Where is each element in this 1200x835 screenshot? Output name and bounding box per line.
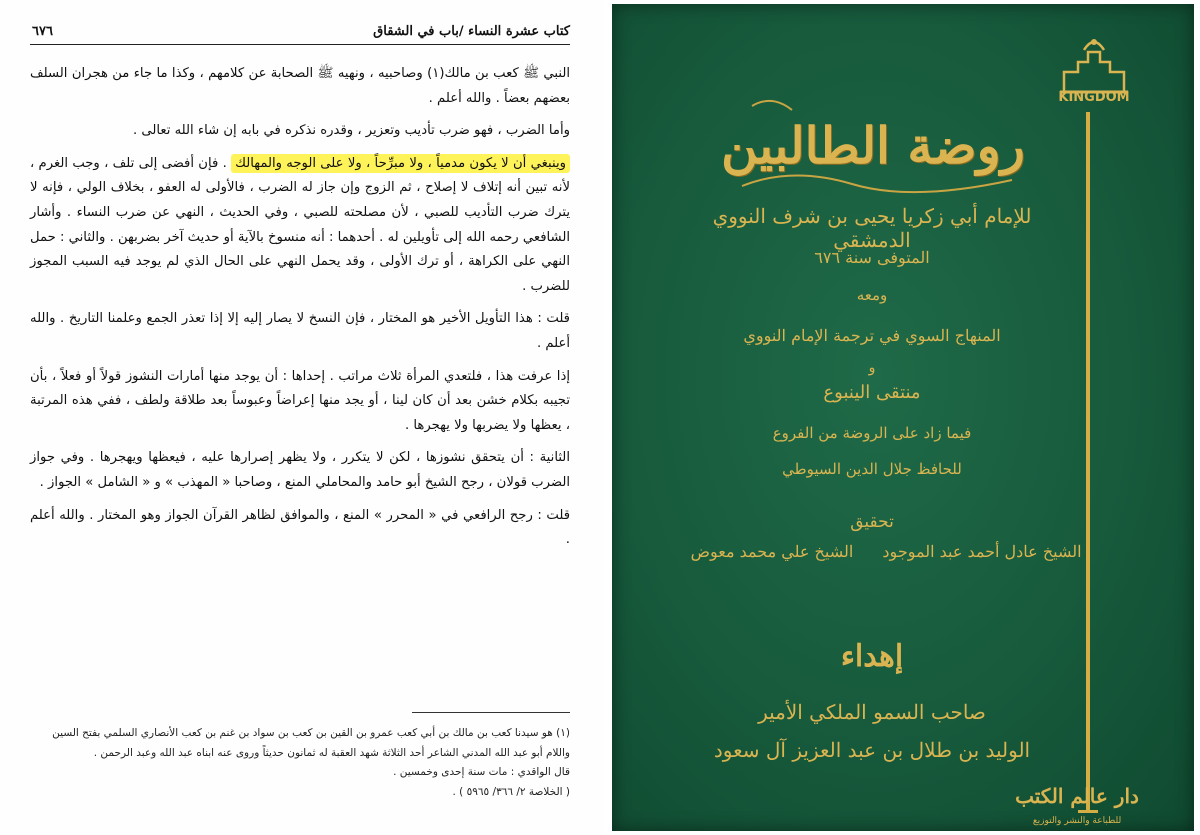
footnote-line: قال الواقدي : مات سنة إحدى وخمسين . (393, 766, 570, 778)
highlighted-sentence: وينبغي أن لا يكون مدمياً ، ولا مبرِّحاً ، ولا على الوجه والمهالك (231, 154, 570, 173)
paragraph-continuation: . فإن أفضى إلى تلف ، وجب الغرم ، لأنه تبين أنه إتلاف لا إصلاح ، ثم الزوج وإن جاز له الضرب ، فالأولى له العفو ، بخلاف الولي ، فإنه لا يترك ضرب التأديب للصبي ، لأن مصلحته للصبي ، وفي الحديث ، النهي عن ضرب النساء . وأشار الشافعي رحمه الله إلى تأويلين له . أحدهما : أنه منسوخ بالآية أو حديث آخر بضربهن . والثاني : حمل النهي على الكراهة ، أو ترك الأولى ، وقد يحمل النهي على الحال الذي لم يوجد فيه السبب المجوز للضرب . (30, 155, 570, 294)
cover-editor: الشيخ علي محمد معوض (690, 542, 854, 561)
cover-author: للإمام أبي زكريا يحيى بن شرف النووي الدمشقي (712, 204, 1032, 252)
paragraph: قلت : هذا التأويل الأخير هو المختار ، فإن النسخ لا يصار إليه إلا إذا تعذر الجمع وعلمنا التاريخ . والله أعلم . (30, 311, 570, 351)
decorative-rule (1086, 112, 1090, 812)
footnote-divider (412, 712, 570, 713)
paragraph: قلت : رجح الرافعي في « المحرر » المنع ، والموافق لظاهر القرآن الجواز وهو المختار . والله أعلم . (30, 507, 570, 548)
paragraph: الثانية : أن يتحقق نشوزها ، لكن لا يتكرر ، ولا يظهر إصرارها عليه ، فيعظها ويهجرها . وفي جواز الضرب قولان ، رجح الشيخ أبو حامد والمحاملي المنع ، وصاحبا « المهذب » و « الشامل » الجواز . (30, 450, 570, 490)
cover-dedication-name: الوليد بن طلال بن عبد العزيز آل سعود (713, 738, 1031, 762)
cover-dedication-title: صاحب السمو الملكي الأمير (758, 700, 986, 724)
cover-muntaqa: منتقى الينبوع (823, 382, 921, 403)
footnotes (30, 724, 570, 802)
cover-dedication-heading: إهداء (840, 639, 904, 674)
paragraph: وأما الضرب ، فهو ضرب تأديب وتعزير ، وقدره نذكره في بابه إن شاء الله تعالى . (132, 123, 570, 139)
cover-editor: الشيخ عادل أحمد عبد الموجود (882, 542, 1082, 561)
logo-text: KINGDOM (1058, 90, 1130, 105)
paragraph-with-highlight (30, 152, 570, 300)
cover-death-date: المتوفى سنة ٦٧٦ (814, 248, 930, 267)
decorative-rule-base (1078, 810, 1098, 813)
cover-fima: فيما زاد على الروضة من الفروع (772, 424, 972, 442)
page-header (30, 22, 570, 45)
page-body (30, 62, 570, 561)
cover-minhaj: المنهاج السوي في ترجمة الإمام النووي (743, 326, 1001, 345)
cover-publisher-sub: للطباعة والنشر والتوزيع (1032, 816, 1122, 826)
cover-publisher: دار عالم الكتب (1015, 784, 1139, 808)
footnote-line: (١) هو سيدنا كعب بن مالك بن أبي كعب عمرو بن القين بن كعب بن سواد بن غنم بن كعب الأنصاري السلمي بفتح السين واللام أبو عبد الله المدني الشاعر أحد الثلاثة شهد العقبة له ثمانون حديثاً وروى عنه ابناه عبد الله وعبد الرحمن . (52, 727, 570, 759)
header-title: كتاب عشرة النساء /باب في الشقاق (373, 24, 570, 39)
cover-tahqiq: تحقيق (850, 512, 894, 532)
book-cover (604, 0, 1200, 835)
cover-title: روضة الطالبين (721, 116, 1025, 175)
paragraph: النبي ﷺ كعب بن مالك(١) وصاحبيه ، ونهيه ﷺ الصحابة عن كلامهم ، وكذا ما جاء من هجران السلف بعضهم بعضاً . والله أعلم . (30, 66, 570, 106)
paragraph: إذا عرفت هذا ، فلتعدي المرأة ثلاث مراتب . إحداها : أن يوجد منها أمارات النشوز قولاً أو فعلاً ، بأن تجيبه بكلام خشن بعد أن كان لينا ، أو يجد منها إعراضاً وعبوساً بعد طلاقة ولطف ، ففي هذه المرتبة ، يعظها ولا يضربها ولا يهجرها . (30, 368, 570, 433)
cover-board (612, 4, 1194, 831)
cover-and: و (868, 360, 876, 376)
footnote-line: ( الخلاصة ٢/ ٣٦٦/ ٥٩٦٥ ) . (452, 785, 570, 798)
page-number: ٦٧٦ (32, 24, 53, 39)
cover-hafiz: للحافظ جلال الدين السيوطي (782, 460, 962, 478)
cover-with: ومعه (856, 286, 888, 304)
